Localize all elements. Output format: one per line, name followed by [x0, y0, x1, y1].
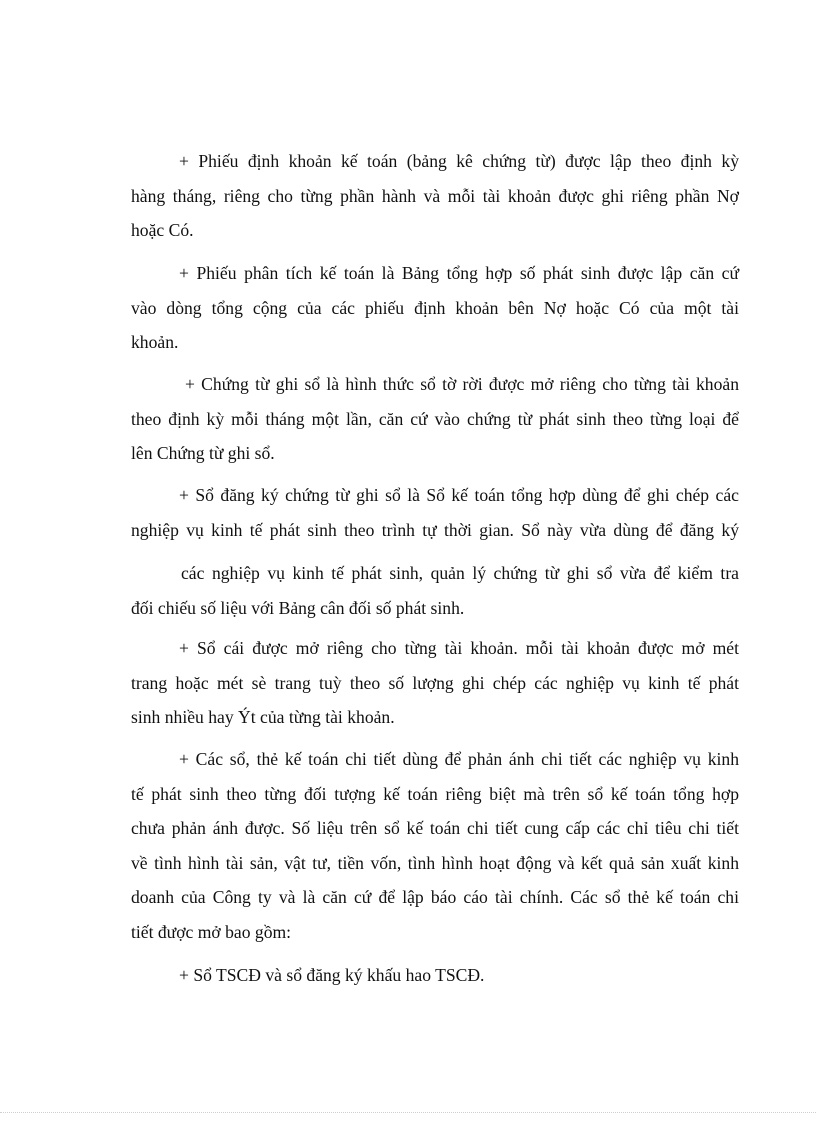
text-line: đối chiếu số liệu với Bảng cân đối số phát sinh.: [131, 597, 465, 618]
text-line: vào dòng tổng cộng của các phiếu định khoản bên Nợ hoặc Có của một tài: [131, 297, 739, 318]
paragraph-phieu-phan-tich: [131, 256, 739, 360]
text-line: nghiệp vụ kinh tế phát sinh theo trình tự thời gian. Sổ này vừa dùng để đăng ký: [131, 519, 739, 540]
text-line: sinh nhiều hay Ýt của từng tài khoản.: [131, 707, 395, 727]
text-line: + Sổ cái được mở riêng cho từng tài khoản. mỗi tài khoản được mở mét: [179, 638, 739, 658]
paragraph-phieu-dinh-khoan: [131, 144, 739, 248]
page-bottom-divider: [0, 1112, 816, 1113]
paragraph-so-tscd: [131, 958, 739, 993]
text-line: lên Chứng từ ghi sổ.: [131, 443, 275, 463]
paragraph-so-the-chi-tiet: [131, 742, 739, 949]
text-line: khoản.: [131, 332, 179, 352]
text-line: + Các sổ, thẻ kế toán chi tiết dùng để phản ánh chi tiết các nghiệp vụ kinh: [179, 749, 739, 769]
text-line: doanh của Công ty và là căn cứ để lập báo cáo tài chính. Các sổ thẻ kế toán chi: [131, 887, 739, 907]
text-line: + Sổ TSCĐ và sổ đăng ký khấu hao TSCĐ.: [179, 965, 485, 985]
text-line: về tình hình tài sản, vật tư, tiền vốn, tình hình hoạt động và kết quả sản xuất kinh: [131, 852, 739, 873]
text-line: chưa phản ánh được. Số liệu trên sổ kế toán chi tiết cung cấp các chỉ tiêu chi tiết: [131, 818, 739, 838]
text-line: + Phiếu phân tích kế toán là Bảng tổng hợp số phát sinh được lập căn cứ: [179, 263, 739, 283]
paragraph-so-dang-ky: [131, 478, 739, 547]
text-line: hàng tháng, riêng cho từng phần hành và mỗi tài khoản được ghi riêng phần Nợ: [131, 185, 739, 206]
text-line: + Phiếu định khoản kế toán (bảng kê chứng từ) được lập theo định kỳ: [179, 151, 739, 171]
paragraph-so-cai: [131, 631, 739, 735]
paragraph-so-dang-ky-continued: [131, 556, 739, 625]
text-line: theo định kỳ mỗi tháng một lần, căn cứ vào chứng từ phát sinh theo từng loại để: [131, 408, 739, 429]
text-line: + Sổ đăng ký chứng từ ghi sổ là Sổ kế toán tổng hợp dùng để ghi chép các: [179, 485, 739, 505]
paragraph-chung-tu-ghi-so: [131, 367, 739, 471]
text-line: tế phát sinh theo từng đối tượng kế toán riêng biệt mà trên sổ kế toán tổng hợp: [131, 783, 739, 804]
text-line: tiết được mở bao gồm:: [131, 921, 292, 942]
text-line: các nghiệp vụ kinh tế phát sinh, quản lý chứng từ ghi sổ vừa để kiểm tra: [181, 563, 739, 583]
text-line: trang hoặc mét sè trang tuỳ theo số lượng ghi chép các nghiệp vụ kinh tế phát: [131, 672, 739, 693]
text-line: hoặc Có.: [131, 220, 194, 240]
text-line: + Chứng từ ghi sổ là hình thức sổ tờ rời được mở riêng cho từng tài khoản: [185, 374, 739, 394]
